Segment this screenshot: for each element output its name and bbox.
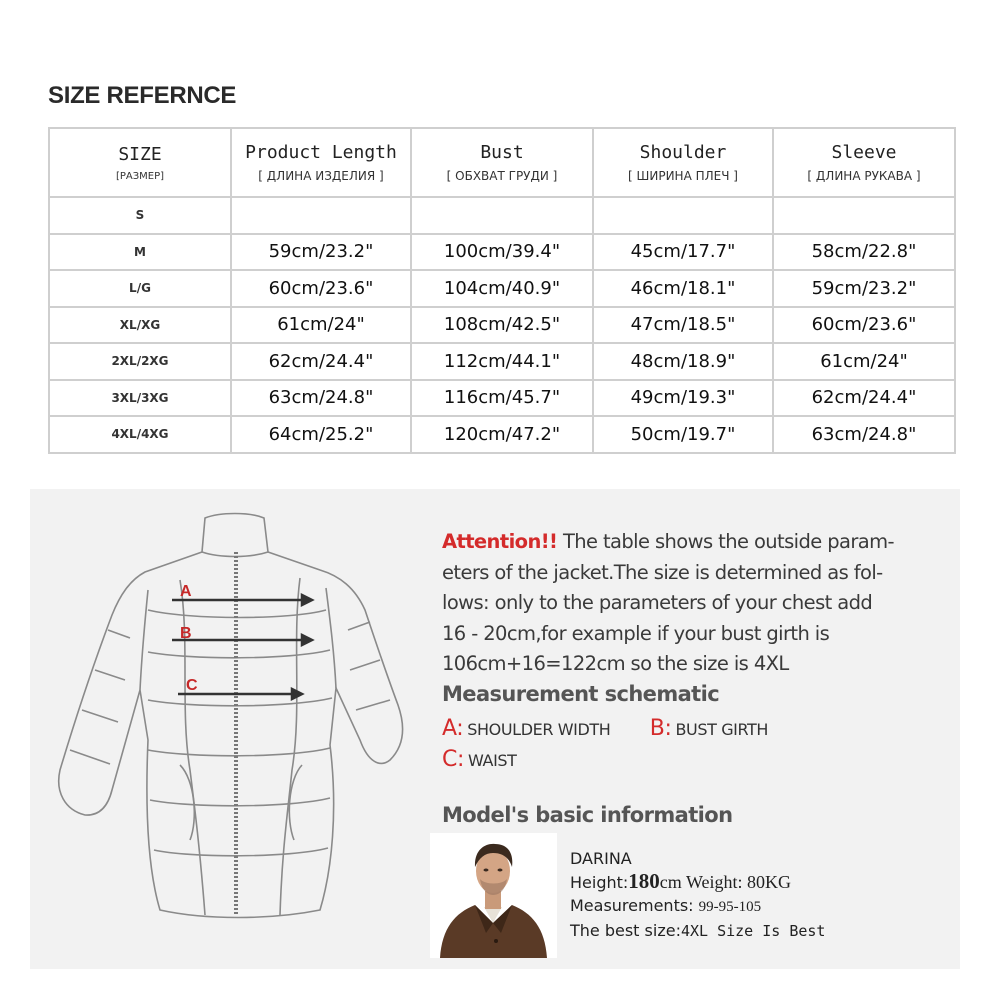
header-size — [49, 128, 231, 197]
height-unit-weight: cm Weight: 80KG — [659, 872, 791, 892]
bust-cell: 120cm/47.2" — [411, 416, 593, 453]
model-info-block — [570, 847, 825, 943]
header-sub: [ ДЛИНА РУКАВА ] — [807, 169, 921, 183]
table-row — [49, 416, 955, 453]
model-name: DARINA — [570, 849, 632, 868]
sleeve-cell: 60cm/23.6" — [773, 307, 955, 344]
best-size-label: The best size: — [570, 921, 681, 940]
shoulder-cell: 49cm/19.3" — [593, 380, 773, 417]
legend-row-c — [442, 747, 517, 772]
legend-row-ab — [442, 716, 768, 741]
shoulder-cell: 48cm/18.9" — [593, 343, 773, 380]
legend-key-c: C: — [442, 747, 464, 772]
height-label: Height: — [570, 873, 629, 892]
header-length — [231, 128, 411, 197]
header-main: Product Length — [245, 142, 397, 163]
best-size-value: 4XL Size Is Best — [680, 922, 826, 940]
legend-text-c: WAIST — [467, 751, 517, 770]
size-table — [48, 127, 956, 454]
measurements-label: Measurements: — [570, 896, 694, 915]
header-main: SIZE — [118, 143, 162, 165]
legend-key-a: A: — [442, 716, 464, 741]
table-row — [49, 343, 955, 380]
sleeve-cell: 59cm/23.2" — [773, 270, 955, 307]
arrowhead-c — [292, 689, 302, 699]
attention-line-4: 16 - 20cm,for example if your bust girth is — [442, 621, 830, 645]
length-cell: 59cm/23.2" — [231, 234, 411, 271]
model-info-title: Model's basic information — [442, 803, 733, 827]
header-shoulder — [593, 128, 773, 197]
legend-text-a: SHOULDER WIDTH — [467, 720, 611, 739]
bust-cell: 108cm/42.5" — [411, 307, 593, 344]
model-best-size — [570, 919, 825, 943]
size-cell: XL/XG — [49, 307, 231, 344]
shoulder-cell: 50cm/19.7" — [593, 416, 773, 453]
shoulder-cell — [593, 197, 773, 234]
table-row — [49, 380, 955, 417]
legend-key-b: B: — [649, 716, 672, 741]
header-main: Sleeve — [831, 142, 897, 163]
size-cell: L/G — [49, 270, 231, 307]
attention-line-3: lows: only to the parameters of your chest add — [442, 591, 873, 614]
sleeve-cell: 58cm/22.8" — [773, 234, 955, 271]
size-cell: S — [49, 197, 231, 234]
table-row — [49, 307, 955, 344]
bust-cell: 100cm/39.4" — [411, 234, 593, 271]
arrowhead-a — [302, 595, 312, 605]
model-measurements — [570, 894, 825, 919]
shoulder-cell: 46cm/18.1" — [593, 270, 773, 307]
attention-label: Attention!! — [442, 530, 558, 553]
size-reference-title: SIZE REFERNCE — [48, 82, 237, 109]
header-bust — [411, 128, 593, 197]
table-row — [49, 197, 955, 234]
header-sub: [ ШИРИНА ПЛЕЧ ] — [628, 169, 738, 183]
attention-line-2: eters of the jacket.The size is determined as fol- — [442, 560, 883, 584]
sleeve-cell — [773, 197, 955, 234]
bust-cell: 112cm/44.1" — [411, 343, 593, 380]
table-row — [49, 270, 955, 307]
size-cell: M — [49, 234, 231, 271]
model-height-weight — [570, 870, 825, 894]
sleeve-cell: 62cm/24.4" — [773, 380, 955, 417]
length-cell — [231, 197, 411, 234]
shoulder-cell: 47cm/18.5" — [593, 307, 773, 344]
header-main: Bust — [480, 142, 524, 163]
length-cell: 64cm/25.2" — [231, 416, 411, 453]
legend-text-b: BUST GIRTH — [675, 720, 769, 739]
attention-text: The table shows the outside param- — [562, 530, 894, 553]
length-cell: 60cm/23.6" — [231, 270, 411, 307]
diagram-label-c: C — [186, 677, 198, 694]
header-sub: [ ОБХВАТ ГРУДИ ] — [446, 169, 558, 183]
measurement-schematic-title: Measurement schematic — [442, 682, 720, 706]
length-cell: 62cm/24.4" — [231, 343, 411, 380]
table-row — [49, 234, 955, 271]
jacket-schematic — [30, 510, 420, 940]
header-main: Shoulder — [639, 142, 727, 163]
size-cell: 3XL/3XG — [49, 380, 231, 417]
height-value: 180 — [628, 869, 660, 893]
header-sub: [РАЗМЕР] — [115, 170, 165, 182]
size-cell: 2XL/2XG — [49, 343, 231, 380]
measurements-value: 99-95-105 — [698, 899, 762, 915]
diagram-label-a: A — [180, 583, 192, 600]
attention-line-5: 106cm+16=122cm so the size is 4XL — [442, 652, 789, 675]
table-header-row — [49, 128, 955, 197]
length-cell: 63cm/24.8" — [231, 380, 411, 417]
sleeve-cell: 61cm/24" — [773, 343, 955, 380]
model-photo — [430, 833, 557, 958]
diagram-label-b: B — [180, 625, 192, 642]
header-sub: [ ДЛИНА ИЗДЕЛИЯ ] — [258, 169, 384, 183]
attention-paragraph — [442, 527, 957, 680]
bust-cell: 104cm/40.9" — [411, 270, 593, 307]
jacket-outline — [59, 514, 403, 918]
bust-cell — [411, 197, 593, 234]
attention-line-1 — [442, 527, 957, 558]
header-sleeve — [773, 128, 955, 197]
bust-cell: 116cm/45.7" — [411, 380, 593, 417]
shoulder-cell: 45cm/17.7" — [593, 234, 773, 271]
length-cell: 61cm/24" — [231, 307, 411, 344]
sleeve-cell: 63cm/24.8" — [773, 416, 955, 453]
arrowhead-b — [302, 635, 312, 645]
size-cell: 4XL/4XG — [49, 416, 231, 453]
